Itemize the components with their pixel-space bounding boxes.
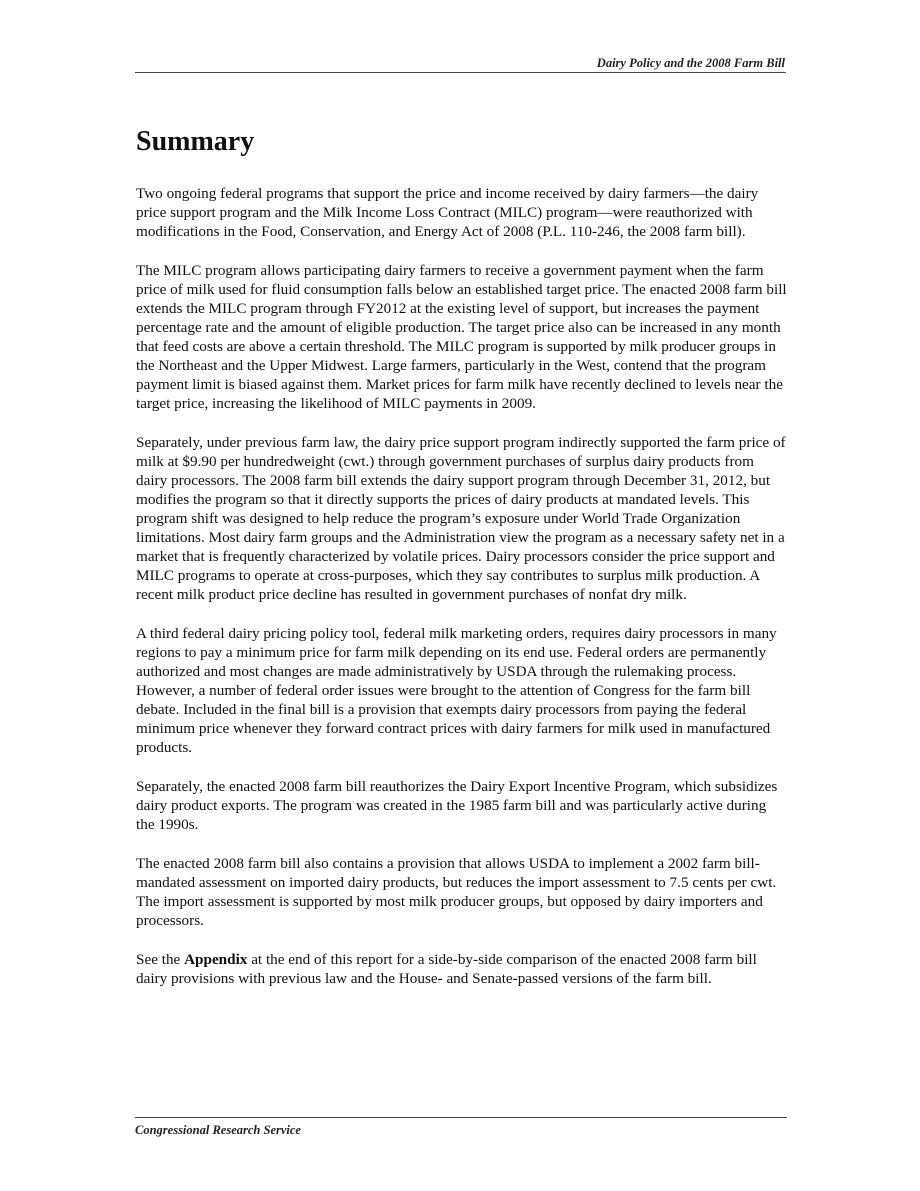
- running-footer: [135, 1117, 787, 1138]
- paragraph-export-incentive: Separately, the enacted 2008 farm bill reauthorizes the Dairy Export Incentive Program, which subsidizes dairy product exports. The program was created in the 1985 farm bill and was particularly active during the 1990s.: [136, 778, 778, 833]
- appendix-reference[interactable]: Appendix: [184, 951, 248, 968]
- paragraph-marketing-orders: A third federal dairy pricing policy tool, federal milk marketing orders, requires dairy processors in many regions to pay a minimum price for farm milk depending on its end use. Federal orders are permanently authorized and most changes are made administratively by USDA through the rulemaking process. However, a number of federal order issues were brought to the attention of Congress for the farm bill debate. Included in the final bill is a provision that exempts dairy processors from paying the federal minimum price whenever they forward contract prices with dairy farmers for milk used in manufactured products.: [136, 625, 777, 756]
- paragraph-milc: The MILC program allows participating dairy farmers to receive a government payment when the farm price of milk used for fluid consumption falls below an established target price. The enacted 2008 farm bill extends the MILC program through FY2012 at the existing level of support, but increases the payment percentage rate and the amount of eligible production. The target price also can be increased in any month that feed costs are above a certain threshold. The MILC program is supported by milk producer groups in the Northeast and the Upper Midwest. Large farmers, particularly in the West, contend that the program payment limit is biased against them. Market prices for farm milk have recently declined to levels near the target price, increasing the likelihood of MILC payments in 2009.: [136, 262, 787, 412]
- appendix-text-after: at the end of this report for a side-by-side comparison of the enacted 2008 farm bill dairy provisions with previous law and the House- and Senate-passed versions of the farm bill.: [136, 951, 757, 987]
- running-header: [135, 54, 786, 73]
- paragraph-import-assessment: The enacted 2008 farm bill also contains a provision that allows USDA to implement a 2002 farm bill-mandated assessment on imported dairy products, but reduces the import assessment to 7.5 cents per cwt. The import assessment is supported by most milk producer groups, but opposed by dairy importers and processors.: [136, 855, 777, 929]
- page-content: [136, 125, 788, 1008]
- running-footer-text: Congressional Research Service: [135, 1123, 301, 1137]
- running-header-title: Dairy Policy and the 2008 Farm Bill: [596, 56, 785, 70]
- appendix-text-before: See the: [136, 951, 185, 968]
- paragraph-price-support: Separately, under previous farm law, the dairy price support program indirectly supported the farm price of milk at $9.90 per hundredweight (cwt.) through government purchases of surplus dairy products from dairy processors. The 2008 farm bill extends the dairy support program through December 31, 2012, but modifies the program so that it directly supports the prices of dairy products at mandated levels. This program shift was designed to help reduce the program’s exposure under World Trade Organization limitations. Most dairy farm groups and the Administration view the program as a necessary safety net in a market that is frequently characterized by volatile prices. Dairy processors consider the price support and MILC programs to operate at cross-purposes, which they say contributes to surplus milk production. A recent milk product price decline has resulted in government purchases of nonfat dry milk.: [136, 434, 786, 603]
- paragraph-intro: Two ongoing federal programs that support the price and income received by dairy farmers—the dairy price support program and the Milk Income Loss Contract (MILC) program—were reauthorized with modifications in the Food, Conservation, and Energy Act of 2008 (P.L. 110-246, the 2008 farm bill).: [136, 185, 759, 240]
- paragraph-appendix: [136, 950, 788, 988]
- summary-heading: Summary: [136, 126, 255, 157]
